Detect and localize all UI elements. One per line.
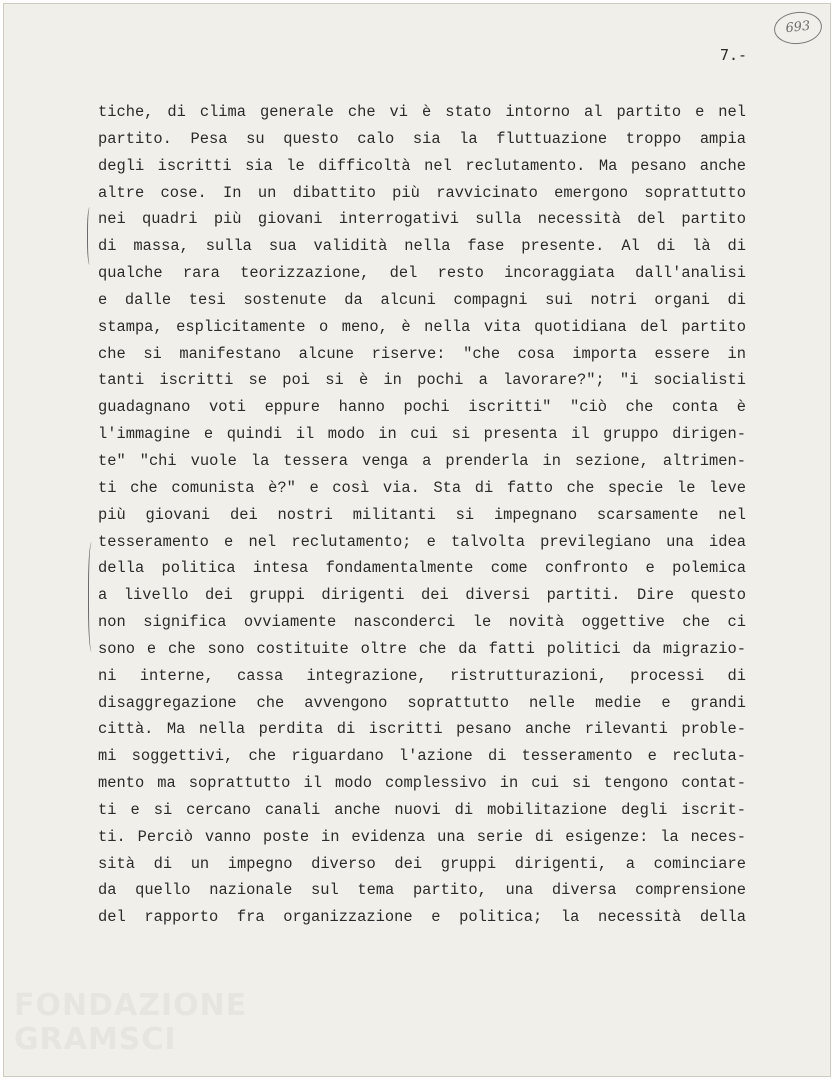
body-text [98,99,746,931]
text-line: da quello nazionale sul tema partito, una diversa comprensione [98,881,746,900]
text-line: città. Ma nella perdita di iscritti pesano anche rilevanti proble- [98,720,746,739]
text-line: l'immagine e quindi il modo in cui si presenta il gruppo dirigen- [98,425,746,444]
text-line: ti e si cercano canali anche nuovi di mobilitazione degli iscrit- [98,800,746,819]
text-line: ti che comunista è?" e così via. Sta di fatto che specie le leve [98,478,746,497]
watermark: FONDAZIONE GRAMSCI [14,988,248,1057]
text-line: guadagnano voti eppure hanno pochi iscritti" "ciò che conta è [98,398,746,417]
text-line: nei quadri più giovani interrogativi sulla necessità del partito [98,210,746,229]
margin-mark-bottom [88,542,97,652]
text-line: sono e che sono costituite oltre che da fatti politici da migrazio- [98,639,746,658]
text-line: altre cose. In un dibattito più ravvicinato emergono soprattutto [98,183,746,202]
page-number: 7.- [720,46,748,64]
text-line: del rapporto fra organizzazione e politica; la necessità della [98,908,746,927]
text-line: tanti iscritti se poi si è in pochi a lavorare?"; "i socialisti [98,371,746,390]
text-line: della politica intesa fondamentalmente come confronto e polemica [98,559,746,578]
archive-stamp: 693 [772,10,823,47]
text-line: tesseramento e nel reclutamento; e talvolta previlegiano una idea [98,532,746,551]
text-line: mento ma soprattutto il modo complessivo in cui si tengono contat- [98,774,746,793]
text-line: degli iscritti sia le difficoltà nel reclutamento. Ma pesano anche [98,156,746,175]
text-line: partito. Pesa su questo calo sia la fluttuazione troppo ampia [98,129,746,148]
text-line: di massa, sulla sua validità nella fase presente. Al di là di [98,237,746,256]
text-line: mi soggettivi, che riguardano l'azione di tesseramento e recluta- [98,747,746,766]
text-line: stampa, esplicitamente o meno, è nella vita quotidiana del partito [98,317,746,336]
text-line: più giovani dei nostri militanti si impegnano scarsamente nel [98,505,746,524]
margin-mark-top [87,207,94,265]
text-line: ti. Perciò vanno poste in evidenza una serie di esigenze: la neces- [98,827,746,846]
text-line: ni interne, cassa integrazione, ristrutturazioni, processi di [98,666,746,685]
text-line: te" "chi vuole la tessera venga a prenderla in sezione, altrimen- [98,451,746,470]
text-line: disaggregazione che avvengono soprattutto nelle medie e grandi [98,693,746,712]
document-page [3,3,831,1077]
text-line: qualche rara teorizzazione, del resto incoraggiata dall'analisi [98,264,746,283]
text-line: tiche, di clima generale che vi è stato intorno al partito e nel [98,103,746,121]
text-line: e dalle tesi sostenute da alcuni compagni sui notri organi di [98,290,746,309]
text-line: a livello dei gruppi dirigenti dei diversi partiti. Dire questo [98,586,746,605]
text-line: non significa ovviamente nasconderci le novità oggettive che ci [98,613,746,632]
text-line: che si manifestano alcune riserve: "che cosa importa essere in [98,344,746,363]
text-line: sità di un impegno diverso dei gruppi dirigenti, a cominciare [98,854,746,873]
